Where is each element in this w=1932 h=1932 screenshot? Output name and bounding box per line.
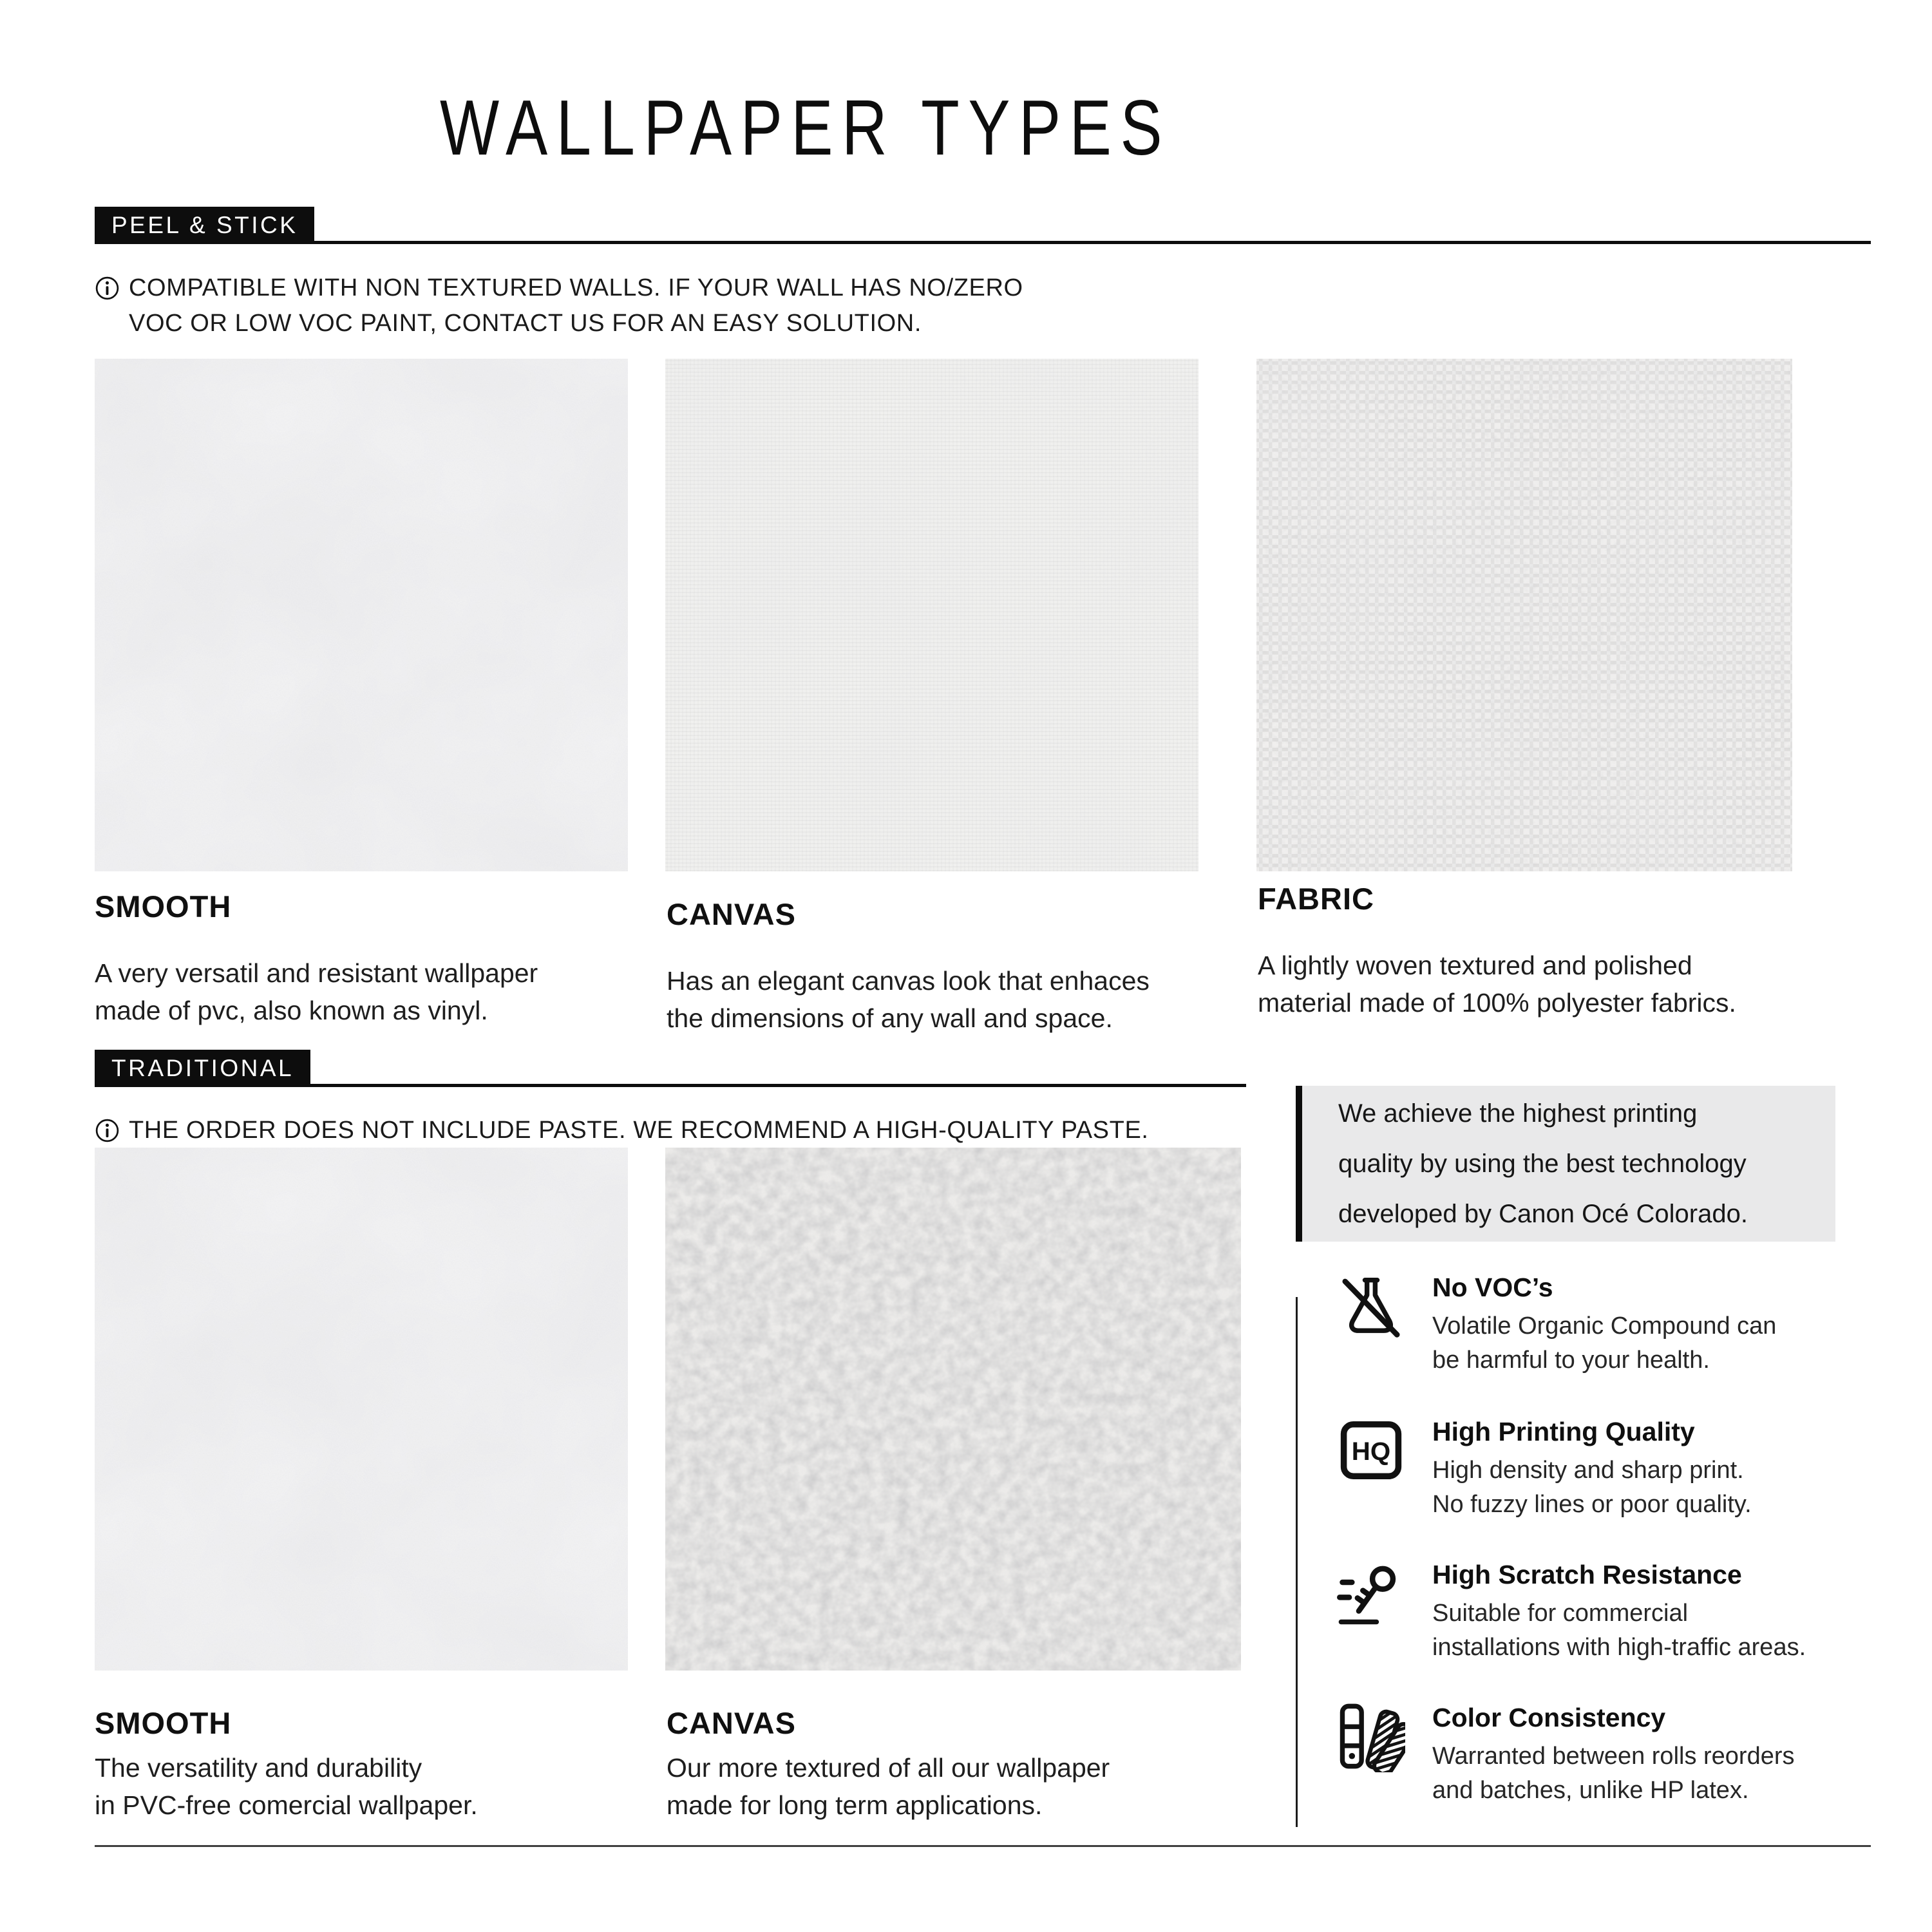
hq-badge-icon (1337, 1414, 1405, 1486)
item-label-smooth: SMOOTH (95, 889, 232, 923)
note-line: COMPATIBLE WITH NON TEXTURED WALLS. IF YOUR WALL HAS NO/ZERO (129, 274, 1023, 301)
feature-text (1432, 1270, 1776, 1378)
printing-quality-callout: We achieve the highest printing quality by using the best technology developed by Canon Océ Colorado. (1296, 1086, 1835, 1242)
bottom-rule-line (95, 1845, 1871, 1847)
item-label-smooth: SMOOTH (95, 1706, 232, 1740)
feature-description: Suitable for commercial installations with high-traffic areas. (1432, 1600, 1806, 1661)
peel-stick-divider-line (95, 241, 1871, 244)
feature-color-consistency (1337, 1700, 1860, 1808)
section-tag-peel-stick: PEEL & STICK (95, 207, 314, 244)
features-divider-line (1296, 1297, 1298, 1827)
item-description-canvas: Has an elegant canvas look that enhaces the dimensions of any wall and space. (667, 966, 1150, 1033)
feature-description: High density and sharp print. No fuzzy lines or poor quality. (1432, 1457, 1752, 1518)
no-voc-flask-icon (1337, 1270, 1405, 1342)
peel-stick-smooth-texture-image (95, 359, 628, 871)
peel-stick-fabric-texture-image (1256, 359, 1792, 871)
traditional-smooth-texture-image (95, 1148, 628, 1671)
svg-text:HQ: HQ (1351, 1436, 1391, 1466)
peel-stick-note (95, 270, 1023, 341)
color-swatches-icon (1337, 1700, 1405, 1772)
note-line: THE ORDER DOES NOT INCLUDE PASTE. WE RECOMMEND A HIGH-QUALITY PASTE. (129, 1117, 1149, 1144)
item-description-smooth: A very versatil and resistant wallpaper made of pvc, also known as vinyl. (95, 958, 538, 1025)
item-description-canvas: Our more textured of all our wallpaper made for long term applications. (667, 1753, 1110, 1820)
feature-no-vocs (1337, 1270, 1860, 1378)
feature-description: Warranted between rolls reorders and batches, unlike HP latex. (1432, 1743, 1795, 1804)
scratch-key-icon (1337, 1557, 1405, 1629)
feature-title: High Printing Quality (1432, 1417, 1695, 1446)
feature-high-scratch-resistance (1337, 1557, 1860, 1665)
item-description-smooth: The versatility and durability in PVC-free comercial wallpaper. (95, 1753, 478, 1820)
item-label-canvas: CANVAS (667, 897, 796, 931)
feature-title: Color Consistency (1432, 1703, 1666, 1732)
feature-title: No VOC’s (1432, 1273, 1553, 1302)
item-label-fabric: FABRIC (1258, 882, 1374, 916)
item-label-canvas: CANVAS (667, 1706, 796, 1740)
feature-high-printing-quality (1337, 1414, 1860, 1522)
info-icon (95, 1118, 120, 1143)
info-icon (95, 276, 120, 301)
peel-stick-canvas-texture-image (665, 359, 1198, 871)
item-description-fabric: A lightly woven textured and polished material made of 100% polyester fabrics. (1258, 951, 1736, 1018)
traditional-canvas-texture-image (665, 1148, 1241, 1671)
feature-text (1432, 1557, 1806, 1665)
note-line: VOC OR LOW VOC PAINT, CONTACT US FOR AN EASY SOLUTION. (129, 310, 922, 337)
feature-title: High Scratch Resistance (1432, 1560, 1742, 1589)
section-tag-traditional: TRADITIONAL (95, 1050, 310, 1087)
traditional-divider-line (95, 1084, 1246, 1087)
page-title: WALLPAPER TYPES (440, 84, 1171, 171)
feature-description: Volatile Organic Compound can be harmful to your health. (1432, 1312, 1777, 1374)
feature-text (1432, 1700, 1795, 1808)
traditional-note (95, 1113, 1149, 1148)
feature-text (1432, 1414, 1752, 1522)
